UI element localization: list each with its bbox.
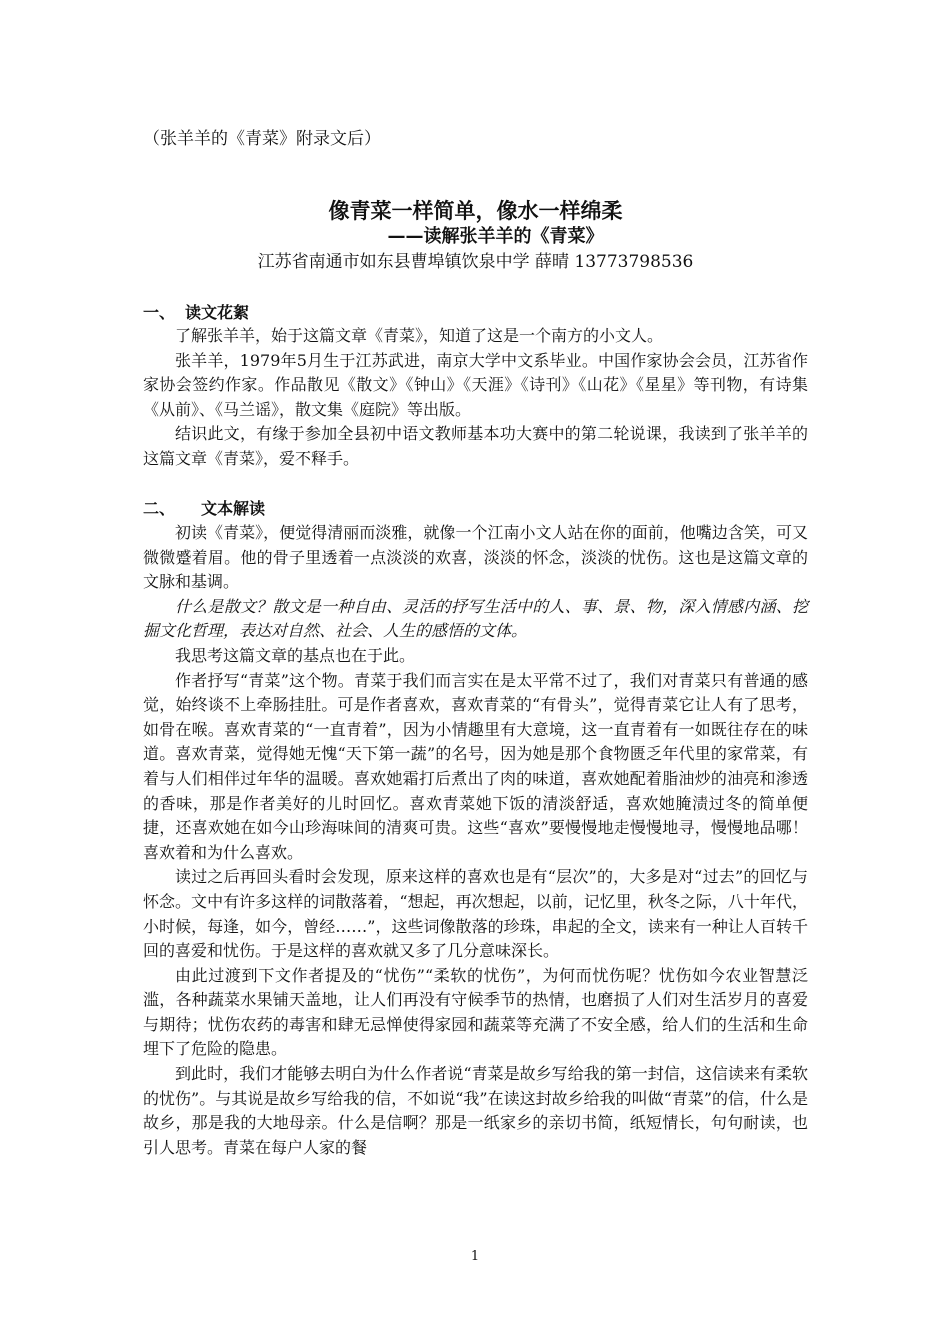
section-heading-1	[143, 301, 249, 325]
page-number: 1	[470, 1249, 480, 1264]
appendix-note: （张羊羊的《青菜》附录文后）	[143, 129, 381, 149]
paragraph-definition: 什么是散文？散文是一种自由、灵活的抒写生活中的人、事、景、物，深入情感内涵、挖掘文化哲理，表达对自然、社会、人生的感悟的文体。	[143, 596, 808, 641]
title-block	[143, 197, 808, 275]
section-number: 一、	[143, 303, 176, 322]
section-body-1	[143, 324, 808, 472]
paragraph: 了解张羊羊，始于这篇文章《青菜》，知道了这是一个南方的小文人。	[175, 326, 664, 345]
author-line: 江苏省南通市如东县曹埠镇饮泉中学 薛晴 13773798536	[257, 252, 694, 272]
paragraph: 我思考这篇文章的基点也在于此。	[175, 645, 416, 665]
article-subtitle: ——读解张羊羊的《青菜》	[387, 226, 604, 247]
paragraph: 由此过渡到下文作者提及的“忧伤”“柔软的忧伤”，为何而忧伤呢？忧伤如今农业智慧泛滥，各种蔬菜水果铺天盖地，让人们再没有守候季节的热情，也磨损了人们对生活岁月的喜爱与期待；忧伤农药的毒害和肆无忌惮使得家园和蔬菜等充满了不安全感，给人们的生活和生命埋下了危险的隐患。	[143, 965, 808, 1059]
section-number: 二、	[143, 499, 176, 518]
paragraph: 到此时，我们才能够去明白为什么作者说“青菜是故乡写给我的第一封信，这信读来有柔软的忧伤”。与其说是故乡写给我的信，不如说“我”在读这封故乡给我的叫做“青菜”的信，什么是故乡，那是我的大地母亲。什么是信啊？那是一纸家乡的亲切书简，纸短情长，句句耐读，也引人思考。青菜在每户人家的餐	[143, 1064, 808, 1157]
article-title: 像青菜一样简单，像水一样绵柔	[328, 199, 623, 223]
section-heading-2	[143, 497, 265, 521]
section-body-2	[143, 521, 808, 1160]
paragraph: 初读《青菜》，便觉得清丽而淡雅，就像一个江南小文人站在你的面前，他嘴边含笑，可又微微蹙着眉。他的骨子里透着一点淡淡的欢喜，淡淡的怀念，淡淡的忧伤。这也是这篇文章的文脉和基调。	[143, 523, 808, 592]
paragraph: 作者抒写“青菜”这个物。青菜于我们而言实在是太平常不过了，我们对青菜只有普通的感觉，始终谈不上牵肠挂肚。可是作者喜欢，喜欢青菜的“有骨头”，觉得青菜它让人有了思考，如骨在喉。喜欢青菜的“一直青着”，因为小情趣里有大意境，这一直青着有一如既往存在的味道。喜欢青菜，觉得她无愧“天下第一蔬”的名号，因为她是那个食物匮乏年代里的家常菜，有着与人们相伴过年华的温暖。喜欢她霜打后煮出了肉的味道，喜欢她配着脂油炒的油亮和渗透的香味，那是作者美好的儿时回忆。喜欢青菜她下饭的清淡舒适，喜欢她腌渍过冬的简单便捷，还喜欢她在如今山珍海味间的清爽可贵。这些“喜欢”要慢慢地走慢慢地寻，慢慢地品哪！喜欢着和为什么喜欢。	[143, 670, 808, 862]
section-title: 读文花絮	[185, 303, 250, 322]
section-title: 文本解读	[201, 499, 266, 518]
paragraph: 读过之后再回头看时会发现，原来这样的喜欢也是有“层次”的，大多是对“过去”的回忆与怀念。文中有许多这样的词散落着，“想起，再次想起，以前，记忆里，秋冬之际，八十年代，小时候，每逢，如今，曾经……”，这些词像散落的珍珠，串起的全文，读来有一种让人百转千回的喜爱和忧伤。于是这样的喜欢就又多了几分意味深长。	[143, 867, 808, 961]
paragraph: 结识此文，有缘于参加全县初中语文教师基本功大赛中的第二轮说课，我读到了张羊羊的这篇文章《青菜》，爱不释手。	[143, 424, 808, 468]
paragraph: 张羊羊，1979年5月生于江苏武进，南京大学中文系毕业。中国作家协会会员，江苏省作家协会签约作家。作品散见《散文》《钟山》《天涯》《诗刊》《山花》《星星》等刊物，有诗集《从前》、《马兰谣》，散文集《庭院》等出版。	[143, 350, 808, 419]
